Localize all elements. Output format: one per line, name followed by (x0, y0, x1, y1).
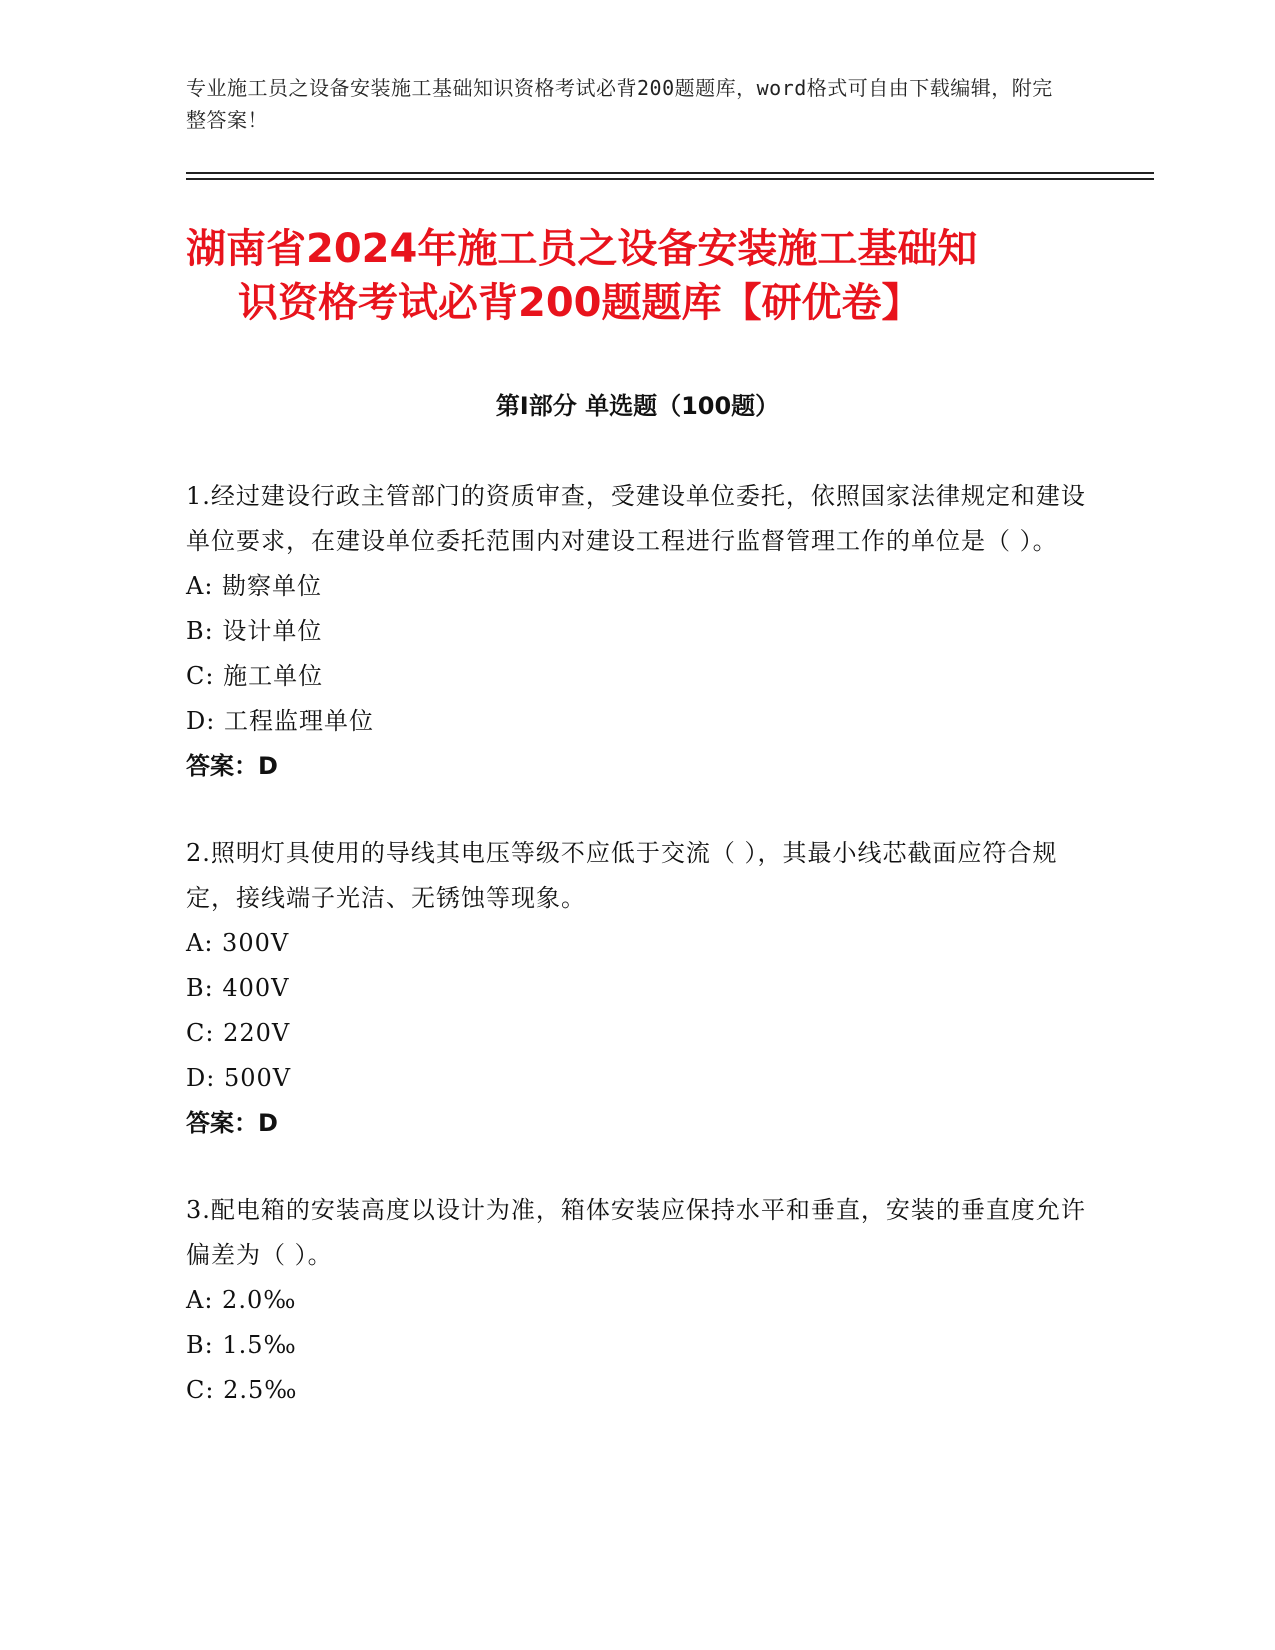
header-rule-top (186, 172, 1154, 174)
document-title (186, 222, 1106, 330)
title-line-1: 湖南省2024年施工员之设备安装施工基础知 (186, 226, 978, 272)
option-b: B: 1.5‰ (186, 1331, 297, 1359)
question-list (186, 474, 1086, 1455)
option-c: C: 220V (186, 1019, 291, 1047)
option-c: C: 2.5‰ (186, 1376, 298, 1404)
answer: 答案：D (186, 1109, 278, 1137)
question-2 (186, 831, 1086, 1146)
question-3 (186, 1188, 1086, 1413)
title-line-2: 识资格考试必背200题题库【研优卷】 (238, 280, 922, 326)
header-note: 专业施工员之设备安装施工基础知识资格考试必背200题题库，word格式可自由下载编辑，附完整答案！ (186, 76, 1053, 132)
question-text: 2.照明灯具使用的导线其电压等级不应低于交流（ ），其最小线芯截面应符合规定，接线端子光洁、无锈蚀等现象。 (186, 839, 1058, 912)
option-b: B: 设计单位 (186, 617, 323, 645)
answer: 答案：D (186, 752, 278, 780)
question-text: 1.经过建设行政主管部门的资质审查，受建设单位委托，依照国家法律规定和建设单位要求，在建设单位委托范围内对建设工程进行监督管理工作的单位是（ ）。 (186, 482, 1086, 555)
option-a: A: 300V (186, 929, 290, 957)
question-text: 3.配电箱的安装高度以设计为准，箱体安装应保持水平和垂直，安装的垂直度允许偏差为（ ）。 (186, 1196, 1086, 1269)
option-a: A: 勘察单位 (186, 572, 323, 600)
option-c: C: 施工单位 (186, 662, 324, 690)
header-rule-bottom (186, 178, 1154, 180)
section-heading: 第Ⅰ部分 单选题（100题） (495, 392, 780, 420)
option-d: D: 工程监理单位 (186, 707, 374, 735)
option-a: A: 2.0‰ (186, 1286, 297, 1314)
option-d: D: 500V (186, 1064, 292, 1092)
question-1 (186, 474, 1086, 789)
option-b: B: 400V (186, 974, 290, 1002)
